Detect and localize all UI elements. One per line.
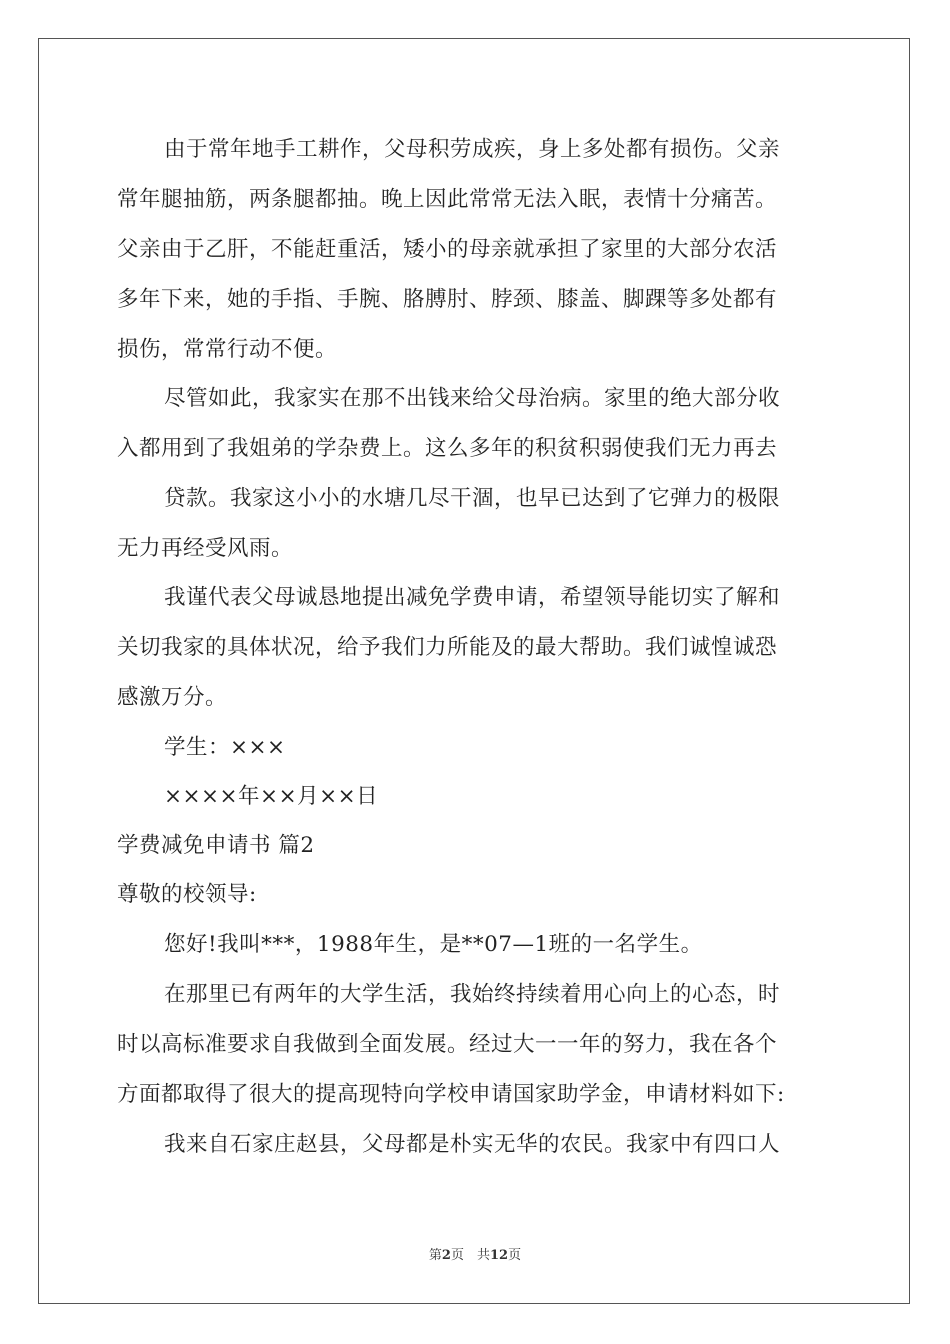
page-current: 2 <box>441 1248 451 1263</box>
page-prefix: 第 <box>428 1248 442 1263</box>
paragraph-line: 无力再经受风雨。 <box>117 536 294 561</box>
section-title: 学费减免申请书 篇2 <box>117 833 315 858</box>
paragraph-line: 感激万分。 <box>117 685 228 710</box>
paragraph-line: 我来自石家庄赵县，父母都是朴实无华的农民。我家中有四口人 <box>164 1132 781 1157</box>
paragraph-line: 尽管如此，我家实在那不出钱来给父母治病。家里的绝大部分收 <box>164 386 781 411</box>
page-suffix: 页 <box>508 1248 522 1263</box>
paragraph-line: 父亲由于乙肝，不能赶重活，矮小的母亲就承担了家里的大部分农活 <box>117 237 778 262</box>
paragraph-line: 在那里已有两年的大学生活，我始终持续着用心向上的心态，时 <box>164 982 781 1007</box>
page-total: 12 <box>489 1248 509 1263</box>
salutation: 尊敬的校领导: <box>117 882 257 907</box>
page-mid: 页 共 <box>450 1248 490 1263</box>
paragraph-line: 时以高标准要求自我做到全面发展。经过大一一年的努力，我在各个 <box>117 1032 778 1057</box>
paragraph-line: 我谨代表父母诚恳地提出减免学费申请，希望领导能切实了解和 <box>164 585 781 610</box>
paragraph-line: 多年下来，她的手指、手腕、胳膊肘、脖颈、膝盖、脚踝等多处都有 <box>117 287 778 312</box>
signature-student: 学生：××× <box>164 735 286 760</box>
paragraph-line: 损伤，常常行动不便。 <box>117 337 338 362</box>
paragraph-line: 由于常年地手工耕作，父母积劳成疾，身上多处都有损伤。父亲 <box>164 137 781 162</box>
page-border <box>38 38 910 1304</box>
page-footer <box>0 1247 950 1265</box>
paragraph-line: 您好!我叫***，1988年生，是**07—1班的一名学生。 <box>164 932 703 957</box>
paragraph-line: 关切我家的具体状况，给予我们力所能及的最大帮助。我们诚惶诚恐 <box>117 635 778 660</box>
signature-date: ××××年××月××日 <box>164 784 379 809</box>
paragraph-line: 常年腿抽筋，两条腿都抽。晚上因此常常无法入眠，表情十分痛苦。 <box>117 187 778 212</box>
paragraph-line: 入都用到了我姐弟的学杂费上。这么多年的积贫积弱使我们无力再去 <box>117 436 778 461</box>
paragraph-line: 贷款。我家这小小的水塘几尽干涸，也早已达到了它弹力的极限 <box>164 486 781 511</box>
paragraph-line: 方面都取得了很大的提高现特向学校申请国家助学金，申请材料如下: <box>117 1082 785 1107</box>
